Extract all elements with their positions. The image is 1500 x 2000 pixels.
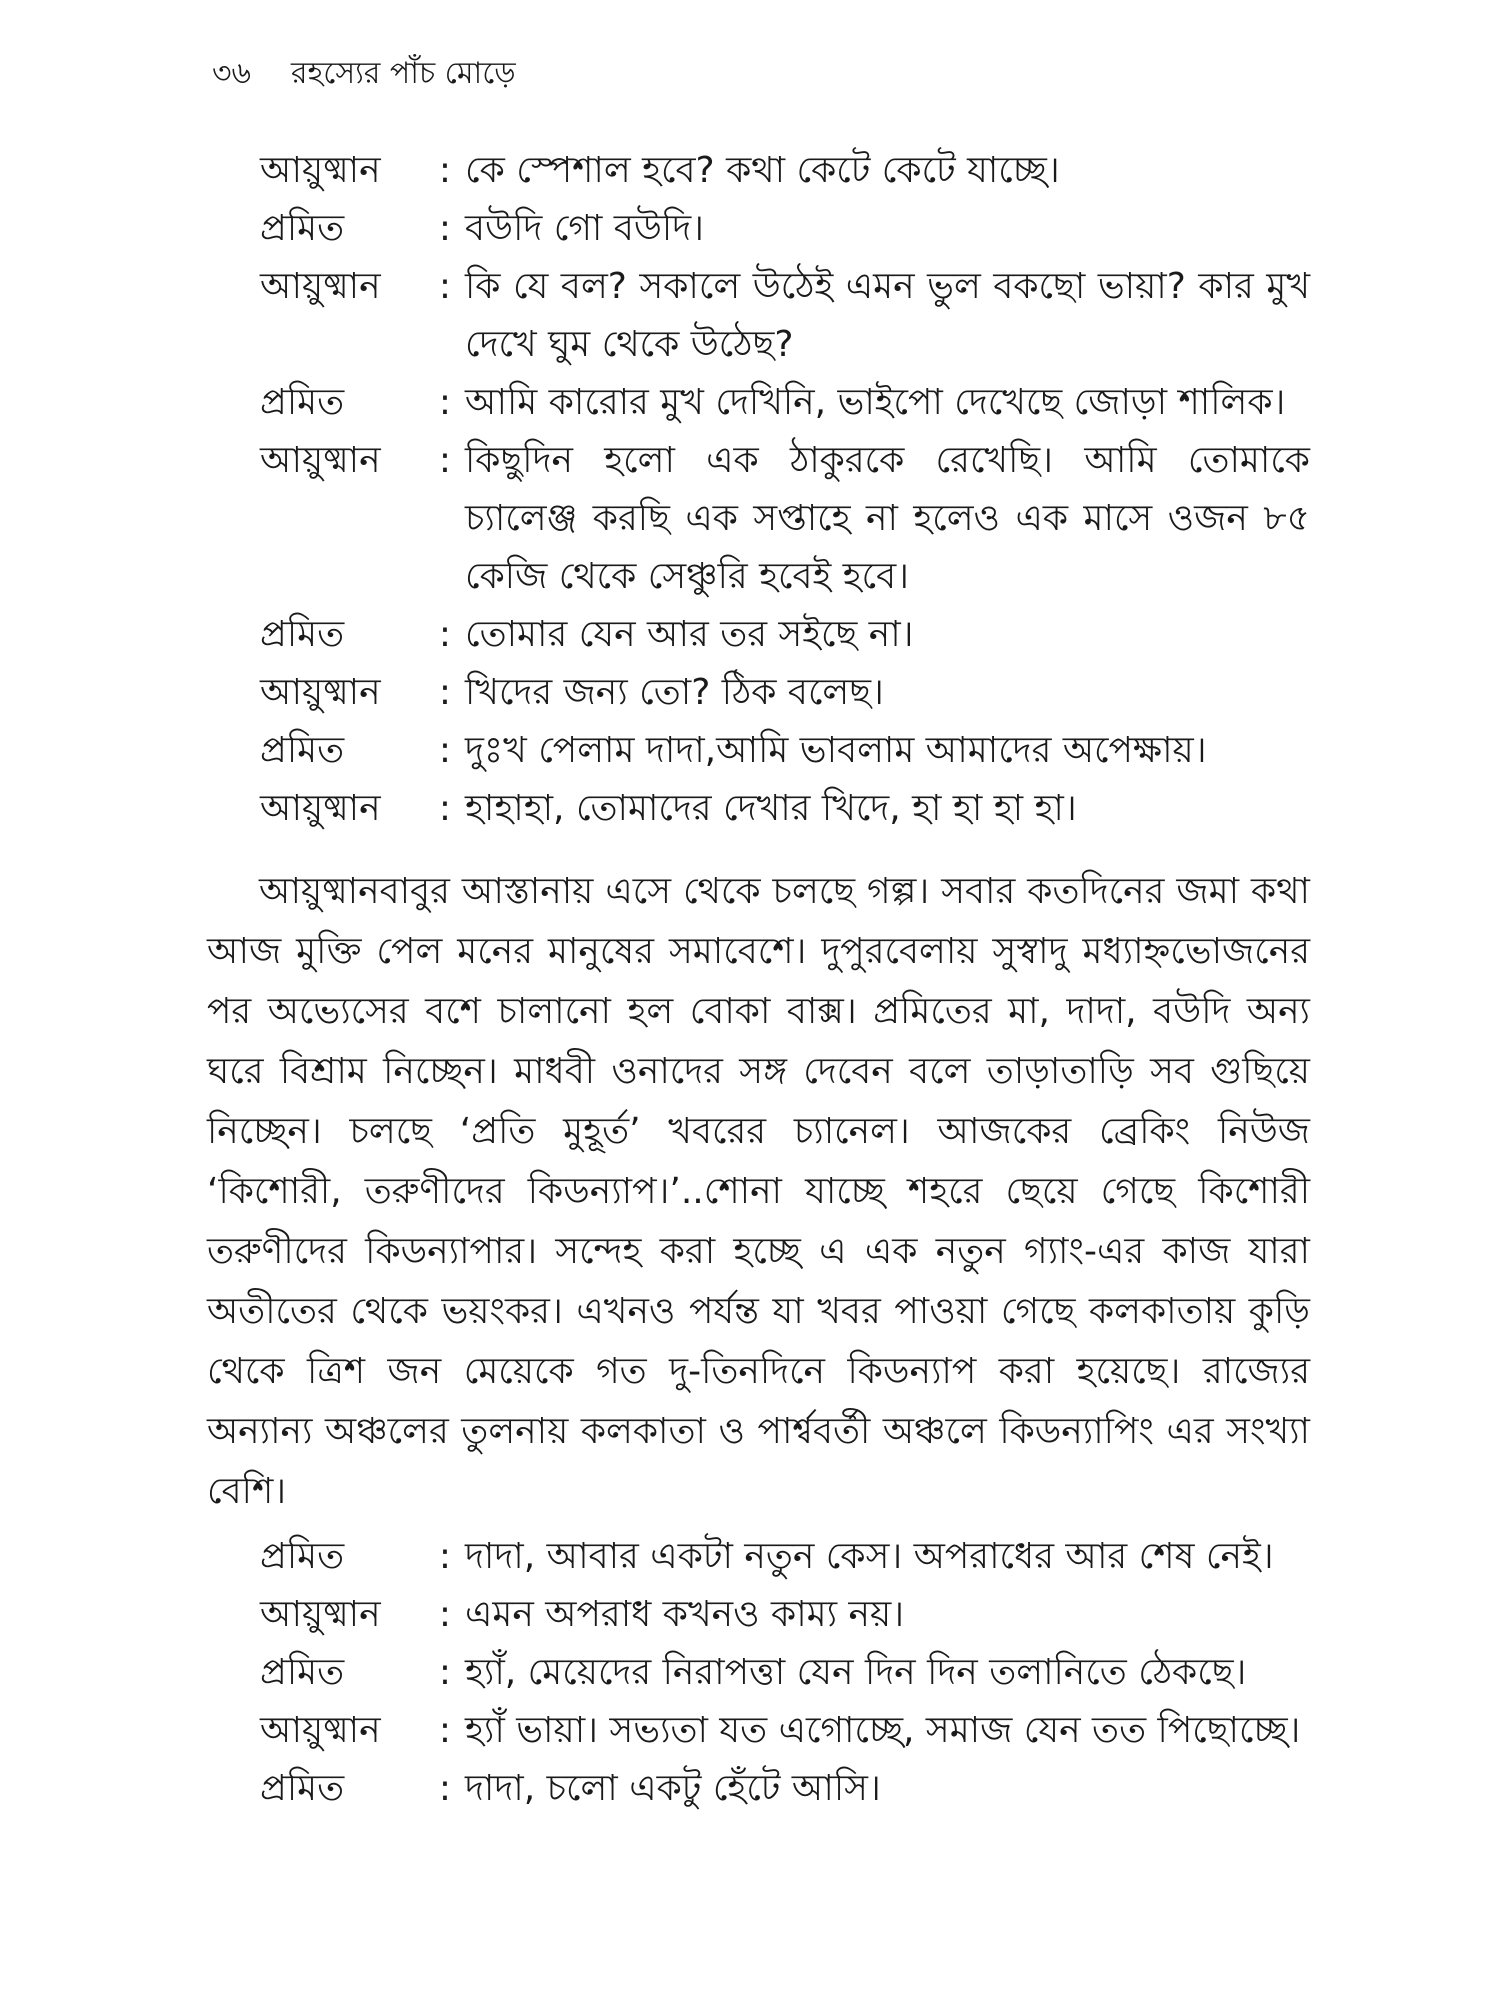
speaker-name: আয়ুষ্মান (260, 440, 381, 481)
speaker-name: প্রমিত (260, 730, 345, 771)
speaker-separator: : (438, 1594, 452, 1635)
dialogue-block-bottom (260, 1528, 1310, 1818)
dialogue-line (260, 664, 1310, 722)
speaker-separator: : (438, 440, 452, 481)
dialogue-line (260, 1528, 1310, 1586)
speaker-separator: : (438, 614, 452, 655)
speech-text: আমি কারোর মুখ দেখিনি, ভাইপো দেখেছে জোড়া শালিক। (465, 382, 1286, 423)
speaker-separator: : (438, 1536, 452, 1577)
speaker-name: আয়ুষ্মান (260, 672, 381, 713)
speaker-name: প্রমিত (260, 614, 345, 655)
speech-text: দুঃখ পেলাম দাদা,আমি ভাবলাম আমাদের অপেক্ষায়। (465, 730, 1207, 771)
speaker-name: প্রমিত (260, 1652, 345, 1693)
speech-text: এমন অপরাধ কখনও কাম্য নয়। (465, 1594, 905, 1635)
speech-text: হ্যাঁ, মেয়েদের নিরাপত্তা যেন দিন দিন তলানিতে ঠেকছে। (465, 1652, 1247, 1693)
speaker-name: আয়ুষ্মান (260, 1710, 381, 1751)
speaker-name: আয়ুষ্মান (260, 1594, 381, 1635)
speech-text: হ্যাঁ ভায়া। সভ্যতা যত এগোচ্ছে, সমাজ যেন তত পিছোচ্ছে। (465, 1710, 1301, 1751)
speech-text: তোমার যেন আর তর সইছে না। (465, 614, 914, 655)
dialogue-line (260, 142, 1310, 200)
speech-text: দাদা, আবার একটা নতুন কেস। অপরাধের আর শেষ নেই। (465, 1536, 1274, 1577)
narrative-paragraph: আয়ুষ্মানবাবুর আস্তানায় এসে থেকে চলছে গল্প। সবার কতদিনের জমা কথা আজ মুক্তি পেল মনের মানুষের সমাবেশে। দুপুরবেলায় সুস্বাদু মধ্যাহ্নভোজনের পর অভ্যেসের বশে চালানো হল বোকা বাক্স। প্রমিতের মা, দাদা, বউদি অন্য ঘরে বিশ্রাম নিচ্ছেন। মাধবী ওনাদের সঙ্গ দেবেন বলে তাড়াতাড়ি সব গুছিয়ে নিচ্ছেন। চলছে ‘প্রতি মুহূর্ত’ খবরের চ্যানেল। আজকের ব্রেকিং নিউজ ‘কিশোরী, তরুণীদের কিডন্যাপ।’..শোনা যাচ্ছে শহরে ছেয়ে গেছে কিশোরী তরুণীদের কিডন্যাপার। সন্দেহ করা হচ্ছে এ এক নতুন গ্যাং-এর কাজ যারা অতীতের থেকে ভয়ংকর। এখনও পর্যন্ত যা খবর পাওয়া গেছে কলকাতায় কুড়ি থেকে ত্রিশ জন মেয়েকে গত দু-তিনদিনে কিডন্যাপ করা হয়েছে। রাজ্যের অন্যান্য অঞ্চলের তুলনায় কলকাতা ও পার্শ্ববর্তী অঞ্চলে কিডন্যাপিং এর সংখ্যা বেশি। (207, 871, 1310, 1512)
speech-text: বউদি গো বউদি। (465, 208, 704, 249)
page-number: ৩৬ (212, 56, 252, 91)
speaker-separator: : (438, 672, 452, 713)
speech-text: খিদের জন্য তো? ঠিক বলেছ। (465, 672, 884, 713)
speaker-separator: : (438, 730, 452, 771)
running-head (212, 52, 516, 96)
dialogue-line (260, 606, 1310, 664)
dialogue-line (260, 1644, 1310, 1702)
dialogue-line (260, 200, 1310, 258)
speaker-separator: : (438, 208, 452, 249)
speaker-name: আয়ুষ্মান (260, 788, 381, 829)
dialogue-line (260, 722, 1310, 780)
dialogue-line (260, 258, 1310, 374)
dialogue-line (260, 432, 1310, 606)
speaker-name: প্রমিত (260, 382, 345, 423)
dialogue-line (260, 374, 1310, 432)
speaker-name: আয়ুষ্মান (260, 150, 381, 191)
speaker-separator: : (438, 1652, 452, 1693)
speaker-separator: : (438, 788, 452, 829)
speech-text: কিছুদিন হলো এক ঠাকুরকে রেখেছি। আমি তোমাকে চ্যালেঞ্জ করছি এক সপ্তাহে না হলেও এক মাসে ওজন ৮৫ কেজি থেকে সেঞ্চুরি হবেই হবে। (465, 440, 1310, 597)
speaker-name: আয়ুষ্মান (260, 266, 381, 307)
speaker-name: প্রমিত (260, 1768, 345, 1809)
dialogue-line (260, 1702, 1310, 1760)
book-title: রহস্যের পাঁচ মোড়ে (291, 56, 516, 91)
speaker-name: প্রমিত (260, 208, 345, 249)
speech-text: হাহাহা, তোমাদের দেখার খিদে, হা হা হা হা। (465, 788, 1077, 829)
speaker-separator: : (438, 1768, 452, 1809)
dialogue-line (260, 1586, 1310, 1644)
speaker-name: প্রমিত (260, 1536, 345, 1577)
speech-text: কি যে বল? সকালে উঠেই এমন ভুল বকছো ভায়া? কার মুখ দেখে ঘুম থেকে উঠেছ? (465, 266, 1310, 365)
speech-text: কে স্পেশাল হবে? কথা কেটে কেটে যাচ্ছে। (465, 150, 1060, 191)
speech-text: দাদা, চলো একটু হেঁটে আসি। (465, 1768, 881, 1809)
speaker-separator: : (438, 150, 452, 191)
speaker-separator: : (438, 382, 452, 423)
dialogue-line (260, 780, 1310, 838)
dialogue-block-top (260, 142, 1310, 838)
dialogue-line (260, 1760, 1310, 1818)
speaker-separator: : (438, 1710, 452, 1751)
speaker-separator: : (438, 266, 452, 307)
